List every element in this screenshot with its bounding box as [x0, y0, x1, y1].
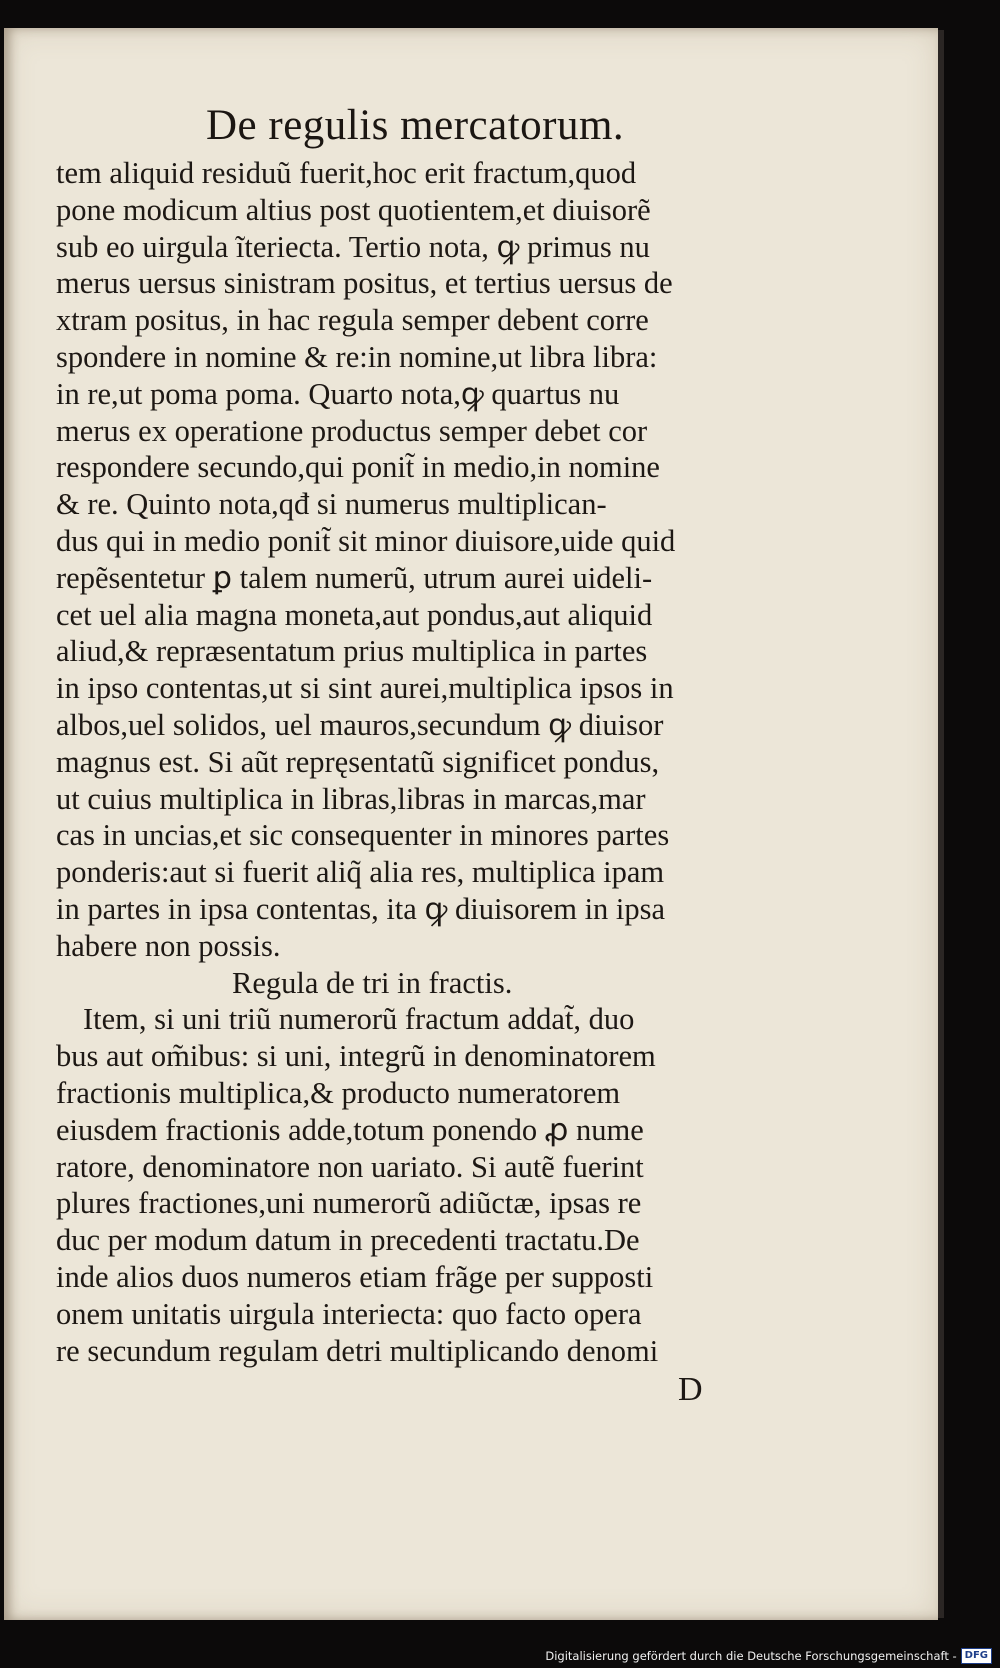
text-line: in partes in ipsa contentas, ita ꝙ diuisorem in ipsa: [56, 891, 666, 926]
text-line: dus qui in medio ponit̃ sit minor diuisore,uide quid: [56, 523, 676, 558]
text-line: & re. Quinto nota,qđ si numerus multiplican-: [56, 487, 607, 522]
page-edge: [938, 30, 944, 1618]
digitization-credit: [545, 1648, 992, 1664]
text-line: cas in uncias,et sic consequenter in minores partes: [56, 818, 670, 853]
text-line: ratore, denominatore non uariato. Si autẽ fuerint: [56, 1149, 644, 1184]
text-line: merus uersus sinistram positus, et tertius uersus de: [56, 266, 673, 301]
dfg-logo: DFG: [961, 1648, 992, 1664]
text-line: magnus est. Si aũt repręsentatũ significet pondus,: [56, 744, 660, 779]
signature-mark: D: [678, 1371, 703, 1408]
running-head: De regulis mercatorum.: [206, 102, 625, 149]
text-line: re secundum regulam detri multiplicando denomi: [56, 1333, 659, 1368]
text-line: merus ex operatione productus semper debet cor: [56, 413, 648, 448]
text-line: ponderis:aut si fuerit aliq̃ alia res, multiplica ipam: [56, 855, 665, 890]
text-line: in ipso contentas,ut si sint aurei,multiplica ipsos in: [56, 671, 674, 706]
credit-text: Digitalisierung gefördert durch die Deutsche Forschungsgemeinschaft -: [545, 1649, 957, 1663]
text-line: eiusdem fractionis adde,totum ponendo ꝓ nume: [56, 1112, 644, 1147]
text-line: plures fractiones,uni numerorũ adiũctæ, ipsas re: [56, 1186, 642, 1221]
body-text: [56, 155, 816, 1369]
text-line: duc per modum datum in precedenti tractatu.De: [56, 1223, 640, 1258]
text-line: respondere secundo,qui ponit̃ in medio,in nomine: [56, 450, 660, 485]
text-line: sub eo uirgula ĩteriecta. Tertio nota, ꝙ primus nu: [56, 229, 650, 264]
text-line: aliud,& repræsentatum prius multiplica in partes: [56, 634, 648, 669]
text-line: onem unitatis uirgula interiecta: quo facto opera: [56, 1296, 642, 1331]
text-line: tem aliquid residuũ fuerit,hoc erit fractum,quod: [56, 156, 637, 190]
text-line: fractionis multiplica,& producto numeratorem: [56, 1075, 621, 1110]
text-line: inde alios duos numeros etiam frãge per supposti: [56, 1259, 654, 1294]
section-heading: Regula de tri in fractis.: [232, 965, 513, 1000]
text-line: cet uel alia magna moneta,aut pondus,aut aliquid: [56, 597, 653, 632]
text-line: xtram positus, in hac regula semper debent corre: [56, 303, 649, 338]
text-line: albos,uel solidos, uel mauros,secundum ꝙ diuisor: [56, 707, 664, 742]
text-line: repẽsentetur ꝑ talem numerũ, utrum aurei uideli-: [56, 560, 653, 595]
text-line: in re,ut poma poma. Quarto nota,ꝙ quartus nu: [56, 376, 620, 411]
text-line: habere non possis.: [56, 928, 281, 963]
text-line: bus aut om̃ibus: si uni, integrũ in denominatorem: [56, 1039, 656, 1074]
text-line: pone modicum altius post quotientem,et diuisorẽ: [56, 192, 651, 227]
text-line: spondere in nomine & re:in nomine,ut libra libra:: [56, 339, 658, 374]
text-line: Item, si uni triũ numerorũ fractum addat̃, duo: [83, 1002, 635, 1037]
text-line: ut cuius multiplica in libras,libras in marcas,mar: [56, 781, 646, 816]
